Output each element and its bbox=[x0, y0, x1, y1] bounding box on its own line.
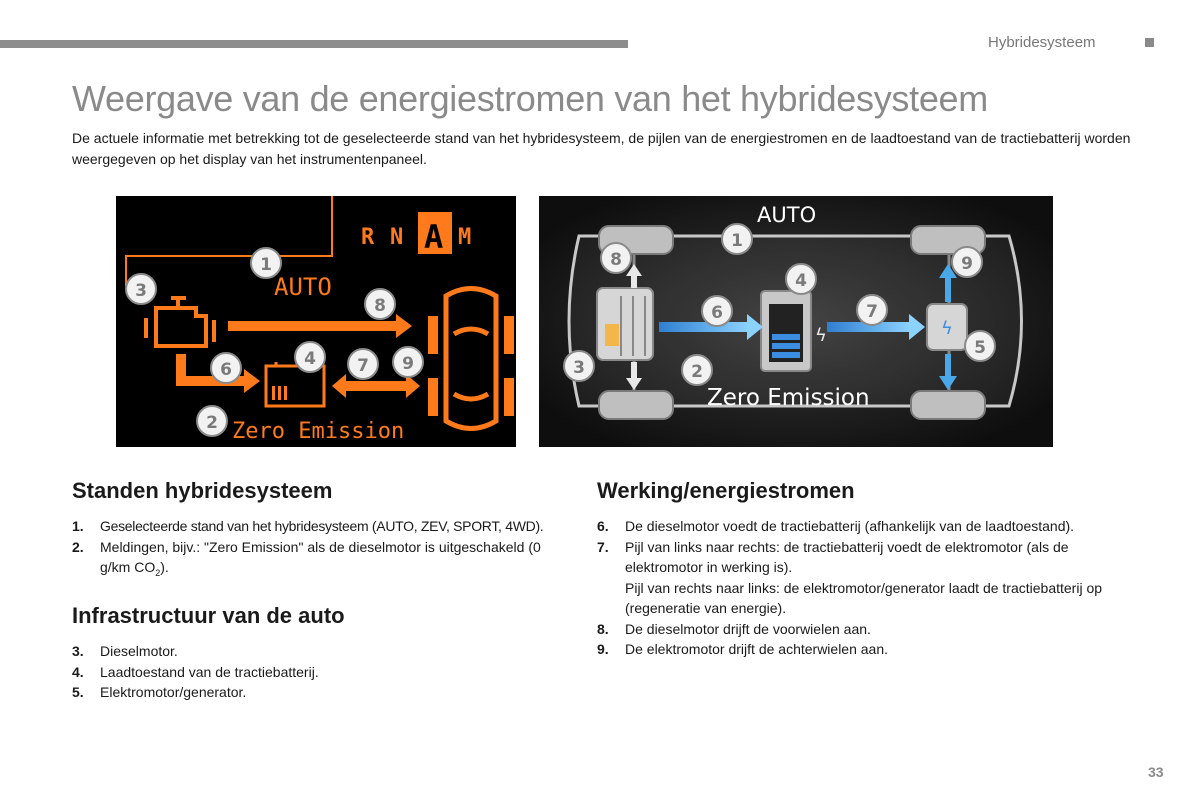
svg-text:2: 2 bbox=[206, 413, 218, 433]
callout-6 bbox=[211, 353, 241, 383]
svg-text:ϟ: ϟ bbox=[815, 325, 827, 346]
callout-8 bbox=[365, 289, 395, 319]
item-number: 7. bbox=[597, 538, 609, 555]
list-item bbox=[72, 537, 572, 584]
svg-text:9: 9 bbox=[402, 354, 414, 374]
section-label: Hybridesysteem bbox=[988, 34, 1096, 51]
heading-infrastructuur: Infrastructuur van de auto bbox=[72, 603, 345, 629]
callout-7-schematic bbox=[857, 295, 887, 325]
item-text: De dieselmotor voedt de tractiebatterij (afhankelijk van de laadtoestand). bbox=[625, 518, 1075, 534]
item-text: Laadtoestand van de tractiebatterij. bbox=[100, 663, 319, 680]
callout-9-schematic bbox=[952, 247, 982, 277]
list-item bbox=[597, 639, 1137, 660]
message-label-schematic: Zero Emission bbox=[707, 385, 870, 411]
electric-motor-icon bbox=[927, 304, 967, 350]
list-item bbox=[597, 619, 1137, 640]
battery-level-bars bbox=[272, 386, 287, 400]
instrument-display-orange bbox=[116, 196, 516, 447]
left-column bbox=[72, 478, 572, 703]
item-text: Geselecteerde stand van het hybridesysteem (AUTO, ZEV, SPORT, 4WD). bbox=[100, 518, 544, 534]
hybrid-schematic-display bbox=[539, 196, 1053, 447]
callout-4-schematic bbox=[786, 264, 816, 294]
orange-display-illustration bbox=[116, 196, 516, 447]
svg-text:1: 1 bbox=[260, 255, 272, 275]
list-item bbox=[72, 662, 572, 683]
callout-8-schematic bbox=[601, 243, 631, 273]
gear-a: A bbox=[424, 218, 444, 256]
callout-5-schematic bbox=[965, 331, 995, 361]
heading-werking: Werking/energiestromen bbox=[597, 478, 855, 503]
item-number: 1. bbox=[72, 518, 84, 534]
callout-3-schematic bbox=[564, 351, 594, 381]
co2-subscript: 2 bbox=[155, 567, 161, 578]
list-item bbox=[597, 537, 1137, 619]
callout-2-schematic bbox=[682, 355, 712, 385]
svg-text:7: 7 bbox=[866, 302, 878, 322]
svg-text:4: 4 bbox=[795, 271, 807, 291]
item-number: 9. bbox=[597, 641, 609, 657]
item-text-end: ). bbox=[160, 559, 169, 575]
item-number: 4. bbox=[72, 663, 84, 680]
mode-label-schematic: AUTO bbox=[757, 203, 817, 227]
svg-text:5: 5 bbox=[974, 338, 986, 358]
list-infrastructuur bbox=[72, 641, 572, 703]
list-item bbox=[72, 682, 572, 703]
mode-label: AUTO bbox=[274, 273, 332, 301]
svg-text:8: 8 bbox=[610, 250, 622, 270]
item-text bbox=[100, 537, 572, 584]
header-bar bbox=[0, 40, 628, 48]
engine-icon bbox=[146, 298, 214, 346]
list-item bbox=[72, 516, 572, 537]
car-top-view-icon bbox=[446, 289, 496, 429]
item-text: De elektromotor drijft de achterwielen aan. bbox=[625, 641, 889, 657]
svg-text:2: 2 bbox=[691, 362, 703, 382]
gear-n: N bbox=[390, 225, 404, 250]
svg-text:3: 3 bbox=[573, 358, 585, 378]
item-text-main: Meldingen, bijv.: "Zero Emission" als de dieselmotor is uitgeschakeld (0 g/km CO bbox=[100, 538, 541, 575]
svg-text:ϟ: ϟ bbox=[941, 318, 953, 339]
hybrid-schematic-illustration bbox=[539, 196, 1053, 447]
list-item bbox=[72, 641, 572, 662]
item-text: Dieselmotor. bbox=[100, 643, 178, 660]
list-standen bbox=[72, 516, 572, 583]
gear-r: R bbox=[361, 225, 375, 250]
page-title: Weergave van de energiestromen van het hybridesysteem bbox=[72, 78, 988, 119]
item-text: De dieselmotor drijft de voorwielen aan. bbox=[625, 620, 871, 637]
svg-text:6: 6 bbox=[711, 303, 723, 323]
callout-9 bbox=[393, 347, 423, 377]
callout-1-schematic bbox=[722, 224, 752, 254]
item-text-line2: Pijl van rechts naar links: de elektromotor/generator laadt de tractiebatterij op (regeneratie van energie). bbox=[625, 579, 1103, 616]
item-number: 5. bbox=[72, 684, 84, 701]
diesel-engine-icon bbox=[597, 288, 653, 360]
callout-2 bbox=[197, 406, 227, 436]
intro-paragraph: De actuele informatie met betrekking tot de geselecteerde stand van het hybridesysteem, de pijlen van de energiestromen en de laadtoestand van de tractiebatterij worden weergegeven op het display van het instrumentenpaneel. bbox=[72, 130, 1131, 167]
heading-standen: Standen hybridesysteem bbox=[72, 478, 333, 503]
right-column bbox=[597, 478, 1137, 660]
section-marker bbox=[1145, 38, 1154, 47]
callout-1 bbox=[251, 248, 281, 278]
callout-7 bbox=[348, 349, 378, 379]
item-number: 3. bbox=[72, 643, 84, 660]
item-text: Elektromotor/generator. bbox=[100, 684, 247, 701]
list-item bbox=[597, 516, 1137, 537]
svg-text:6: 6 bbox=[220, 360, 232, 380]
callout-6-schematic bbox=[702, 296, 732, 326]
svg-text:4: 4 bbox=[304, 349, 316, 369]
list-werking bbox=[597, 516, 1137, 660]
item-text bbox=[625, 537, 1137, 619]
gear-m: M bbox=[458, 225, 472, 250]
item-text-line1: Pijl van links naar rechts: de tractiebatterij voedt de elektromotor (als de elektromotor in werking is). bbox=[625, 538, 1069, 575]
svg-text:9: 9 bbox=[961, 254, 973, 274]
item-number: 2. bbox=[72, 538, 84, 555]
svg-text:8: 8 bbox=[374, 296, 386, 316]
item-number: 6. bbox=[597, 518, 609, 534]
page-number: 33 bbox=[1148, 764, 1164, 780]
callout-4 bbox=[295, 342, 325, 372]
callout-3 bbox=[126, 274, 156, 304]
item-number: 8. bbox=[597, 620, 609, 637]
svg-text:7: 7 bbox=[357, 356, 369, 376]
svg-text:3: 3 bbox=[135, 281, 147, 301]
message-label: Zero Emission bbox=[232, 419, 405, 444]
svg-text:1: 1 bbox=[731, 231, 743, 251]
